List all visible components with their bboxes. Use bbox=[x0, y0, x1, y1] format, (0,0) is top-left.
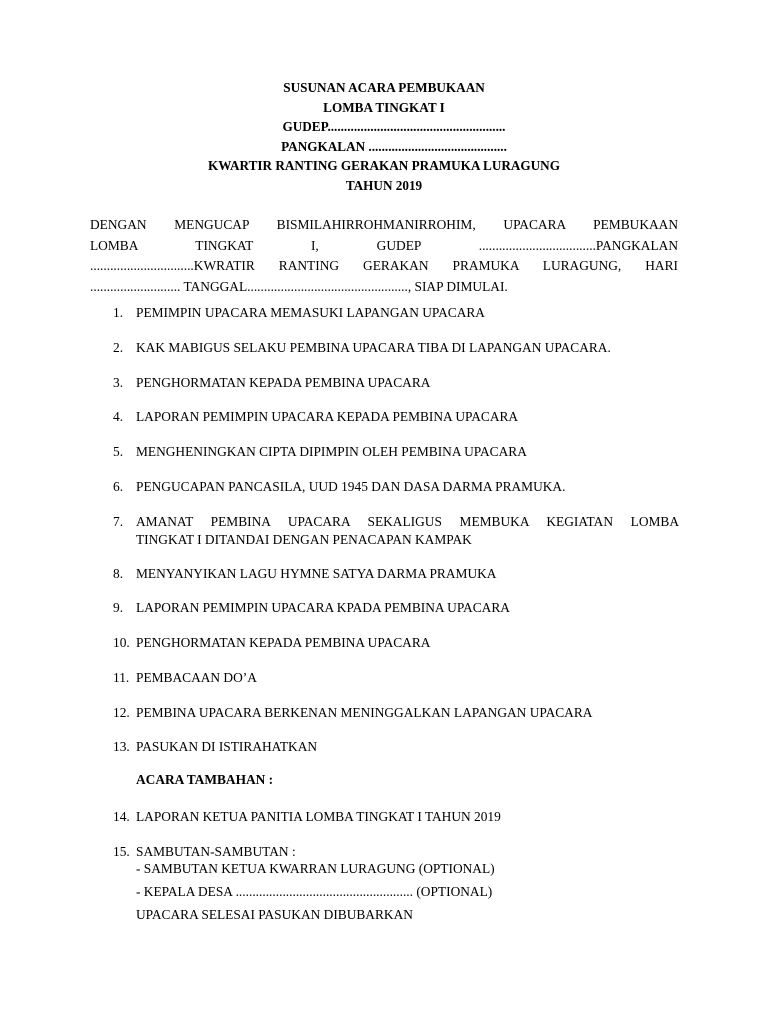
title-line-gudep: GUDEP...................................................... bbox=[282, 119, 506, 135]
item-number: 14. bbox=[113, 809, 130, 824]
item-text: LAPORAN PEMIMPIN UPACARA KEPADA PEMBINA UPACARA bbox=[136, 409, 519, 424]
intro-row-1: DENGAN MENGUCAP BISMILAHIRROHMANIRROHIM, UPACARA PEMBUKAAN bbox=[90, 217, 678, 232]
item-text: KAK MABIGUS SELAKU PEMBINA UPACARA TIBA DI LAPANGAN UPACARA. bbox=[136, 340, 611, 355]
title-line-kwartir: KWARTIR RANTING GERAKAN PRAMUKA LURAGUNG bbox=[208, 158, 560, 174]
item-number: 12. bbox=[113, 705, 130, 720]
item-text: MENGHENINGKAN CIPTA DIPIMPIN OLEH PEMBINA UPACARA bbox=[136, 444, 527, 459]
title-line-year: TAHUN 2019 bbox=[345, 177, 423, 193]
item-text: PENGHORMATAN KEPADA PEMBINA UPACARA bbox=[136, 635, 431, 650]
item-number: 6. bbox=[113, 479, 124, 494]
item-number: 4. bbox=[113, 409, 124, 424]
sambutan-sub-item-1: - SAMBUTAN KETUA KWARRAN LURAGUNG (OPTIONAL) bbox=[136, 861, 495, 876]
intro-paragraph bbox=[90, 215, 678, 297]
item-text: PASUKAN DI ISTIRAHATKAN bbox=[136, 739, 318, 754]
item-number: 5. bbox=[113, 444, 124, 459]
item-text: MENYANYIKAN LAGU HYMNE SATYA DARMA PRAMUKA bbox=[136, 566, 497, 581]
item-text-line-2: TINGKAT I DITANDAI DENGAN PENACAPAN KAMPAK bbox=[136, 532, 472, 547]
item-text: LAPORAN KETUA PANITIA LOMBA TINGKAT I TAHUN 2019 bbox=[136, 809, 501, 824]
sambutan-sub-item-2: - KEPALA DESA ..................................................... (OPTIONAL) bbox=[136, 884, 493, 899]
item-number: 15. bbox=[113, 844, 130, 859]
item-text-line-1: AMANAT PEMBINA UPACARA SEKALIGUS MEMBUKA KEGIATAN LOMBA bbox=[136, 514, 679, 529]
item-number: 9. bbox=[113, 600, 124, 615]
item-number: 1. bbox=[113, 305, 124, 320]
item-number: 11. bbox=[113, 670, 130, 685]
closing-line: UPACARA SELESAI PASUKAN DIBUBARKAN bbox=[136, 907, 413, 922]
item-text: LAPORAN PEMIMPIN UPACARA KPADA PEMBINA UPACARA bbox=[136, 600, 510, 615]
item-text: PEMBACAAN DO’A bbox=[136, 670, 257, 685]
item-text: SAMBUTAN-SAMBUTAN : bbox=[136, 844, 296, 859]
title-line-2: LOMBA TINGKAT I bbox=[323, 99, 445, 115]
intro-row-3: ...............................KWRATIR RANTING GERAKAN PRAMUKA LURAGUNG, HARI bbox=[90, 258, 678, 274]
item-number: 8. bbox=[113, 566, 124, 581]
intro-row-4: ........................... TANGGAL................................................, SIAP DIMULAI. bbox=[90, 278, 508, 294]
item-number: 10. bbox=[113, 635, 130, 650]
item-number: 7. bbox=[113, 514, 124, 529]
item-number: 13. bbox=[113, 739, 130, 754]
item-number: 3. bbox=[113, 375, 124, 390]
item-text: PEMBINA UPACARA BERKENAN MENINGGALKAN LAPANGAN UPACARA bbox=[136, 705, 593, 720]
title-line-pangkalan: PANGKALAN .......................................... bbox=[281, 138, 507, 154]
item-text: PENGUCAPAN PANCASILA, UUD 1945 DAN DASA DARMA PRAMUKA. bbox=[136, 479, 566, 494]
extra-heading: ACARA TAMBAHAN : bbox=[136, 772, 274, 787]
document-title bbox=[0, 78, 768, 196]
item-text: PEMIMPIN UPACARA MEMASUKI LAPANGAN UPACARA bbox=[136, 305, 485, 320]
intro-row-2: LOMBA TINGKAT I, GUDEP ...................................PANGKALAN bbox=[90, 237, 678, 253]
title-line-1: SUSUNAN ACARA PEMBUKAAN bbox=[283, 80, 485, 95]
item-text: PENGHORMATAN KEPADA PEMBINA UPACARA bbox=[136, 375, 431, 390]
item-number: 2. bbox=[113, 340, 124, 355]
